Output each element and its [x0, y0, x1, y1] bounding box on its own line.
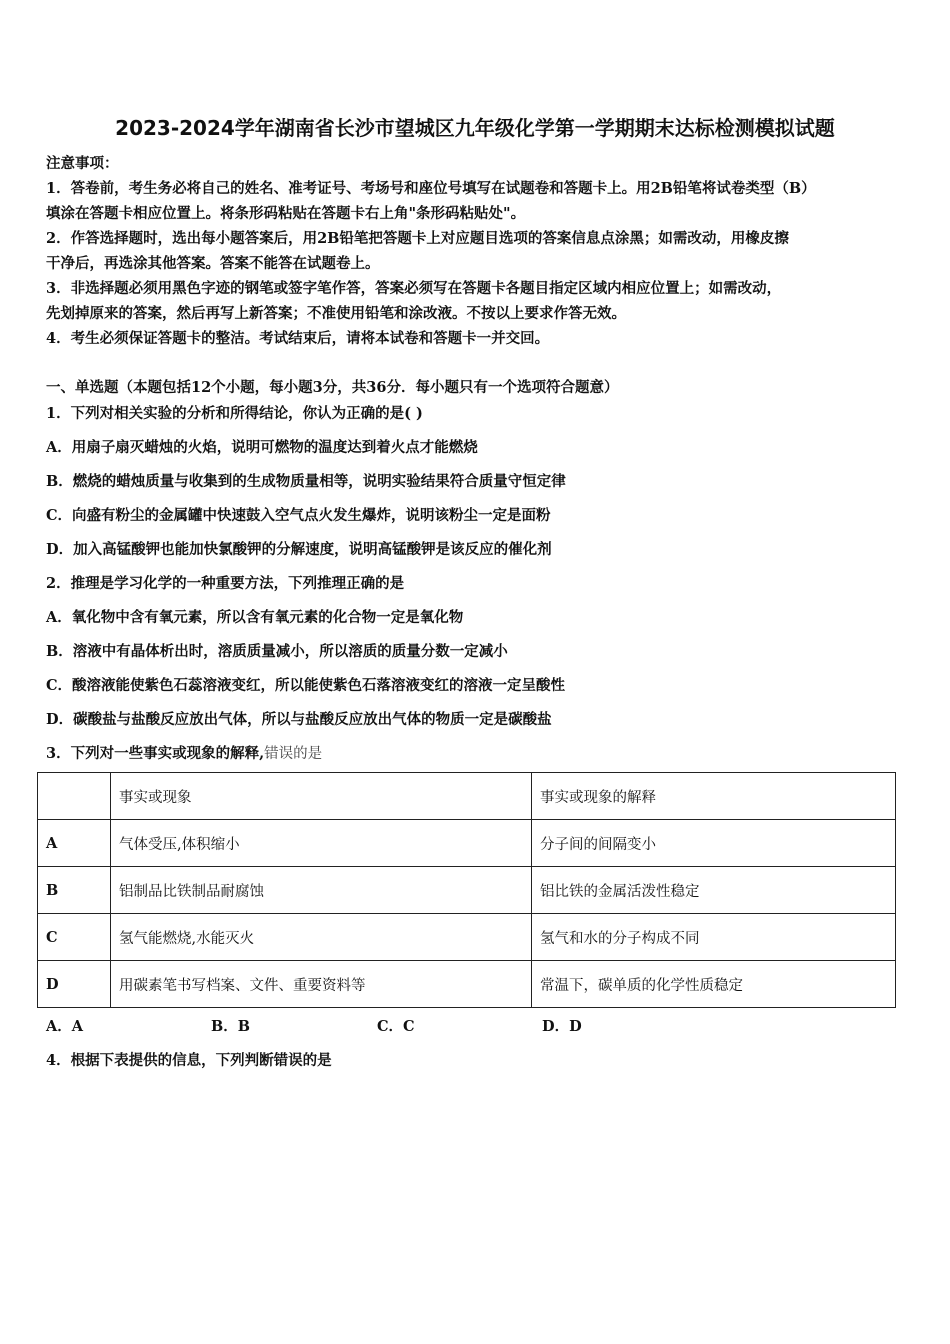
table-cell: 氢气和水的分子构成不同	[532, 914, 896, 961]
table-cell: 用碳素笔书写档案、文件、重要资料等	[111, 961, 532, 1008]
table-cell: 铝制品比铁制品耐腐蚀	[111, 867, 532, 914]
notice-line: 2．作答选择题时，选出每小题答案后，用2B铅笔把答题卡上对应题目选项的答案信息点涂黑；如需改动，用橡皮擦	[46, 230, 789, 247]
question-3-option-d: D．D	[542, 1018, 582, 1035]
table-header-row	[38, 773, 896, 820]
question-1-option-c: C．向盛有粉尘的金属罐中快速鼓入空气点火发生爆炸，说明该粉尘一定是面粉	[46, 507, 551, 524]
question-3-option-a: A．A	[46, 1018, 84, 1035]
table-header-cell: 事实或现象的解释	[532, 773, 896, 820]
question-4-stem: 4．根据下表提供的信息，下列判断错误的是	[46, 1052, 332, 1069]
notice-line: 3．非选择题必须用黑色字迹的钢笔或签字笔作答，答案必须写在答题卡各题目指定区域内相应位置上；如需改动，	[46, 280, 782, 297]
question-2-option-d: D．碳酸盐与盐酸反应放出气体，所以与盐酸反应放出气体的物质一定是碳酸盐	[46, 711, 552, 728]
question-1-option-d: D．加入高锰酸钾也能加快氯酸钾的分解速度，说明高锰酸钾是该反应的催化剂	[46, 541, 552, 558]
question-3-stem-main: 3．下列对一些事实或现象的解释,	[46, 745, 265, 762]
page-title: 2023-2024学年湖南省长沙市望城区九年级化学第一学期期末达标检测模拟试题	[115, 116, 835, 140]
notice-line: 干净后，再选涂其他答案。答案不能答在试题卷上。	[46, 255, 380, 272]
table-row	[38, 961, 896, 1008]
notice-line: 4．考生必须保证答题卡的整洁。考试结束后，请将本试卷和答题卡一并交回。	[46, 330, 550, 347]
question-3-option-b: B．B	[211, 1018, 251, 1035]
table-cell: C	[38, 914, 111, 961]
question-2-option-c: C．酸溶液能使紫色石蕊溶液变红，所以能使紫色石落溶液变红的溶液一定呈酸性	[46, 677, 566, 694]
table-header-cell: 事实或现象	[111, 773, 532, 820]
table-cell: 气体受压,体积缩小	[111, 820, 532, 867]
question-1-stem: 1．下列对相关实验的分析和所得结论，你认为正确的是( )	[46, 405, 423, 422]
notice-heading: 注意事项：	[46, 155, 119, 172]
table-cell: 氢气能燃烧,水能灭火	[111, 914, 532, 961]
question-1-option-a: A．用扇子扇灭蜡烛的火焰，说明可燃物的温度达到着火点才能燃烧	[46, 439, 478, 456]
notice-line: 1．答卷前，考生务必将自己的姓名、准考证号、考场号和座位号填写在试题卷和答题卡上。用2B铅笔将试卷类型（B）	[46, 180, 816, 197]
table-row	[38, 914, 896, 961]
notice-line: 先划掉原来的答案，然后再写上新答案；不准使用铅笔和涂改液。不按以上要求作答无效。	[46, 305, 626, 322]
table-cell: 常温下，碳单质的化学性质稳定	[532, 961, 896, 1008]
table-cell: 铝比铁的金属活泼性稳定	[532, 867, 896, 914]
question-3-stem	[46, 742, 322, 763]
question-2-option-b: B．溶液中有晶体析出时，溶质质量减小，所以溶质的质量分数一定减小	[46, 643, 508, 660]
table-row	[38, 867, 896, 914]
question-3-table	[37, 772, 896, 1008]
question-2-stem: 2．推理是学习化学的一种重要方法，下列推理正确的是	[46, 575, 405, 592]
notice-line: 填涂在答题卡相应位置上。将条形码粘贴在答题卡右上角"条形码粘贴处"。	[46, 205, 526, 222]
question-3-stem-tail: 错误的是	[264, 746, 323, 762]
question-3-option-c: C．C	[377, 1018, 415, 1035]
question-1-option-b: B．燃烧的蜡烛质量与收集到的生成物质量相等，说明实验结果符合质量守恒定律	[46, 473, 566, 490]
section-heading: 一、单选题（本题包括12个小题，每小题3分，共36分．每小题只有一个选项符合题意）	[46, 379, 619, 396]
table-cell: B	[38, 867, 111, 914]
question-2-option-a: A．氧化物中含有氧元素，所以含有氧元素的化合物一定是氧化物	[46, 609, 464, 626]
table-cell: A	[38, 820, 111, 867]
table-row	[38, 820, 896, 867]
table-cell: D	[38, 961, 111, 1008]
table-cell	[38, 773, 111, 820]
table-cell: 分子间的间隔变小	[532, 820, 896, 867]
